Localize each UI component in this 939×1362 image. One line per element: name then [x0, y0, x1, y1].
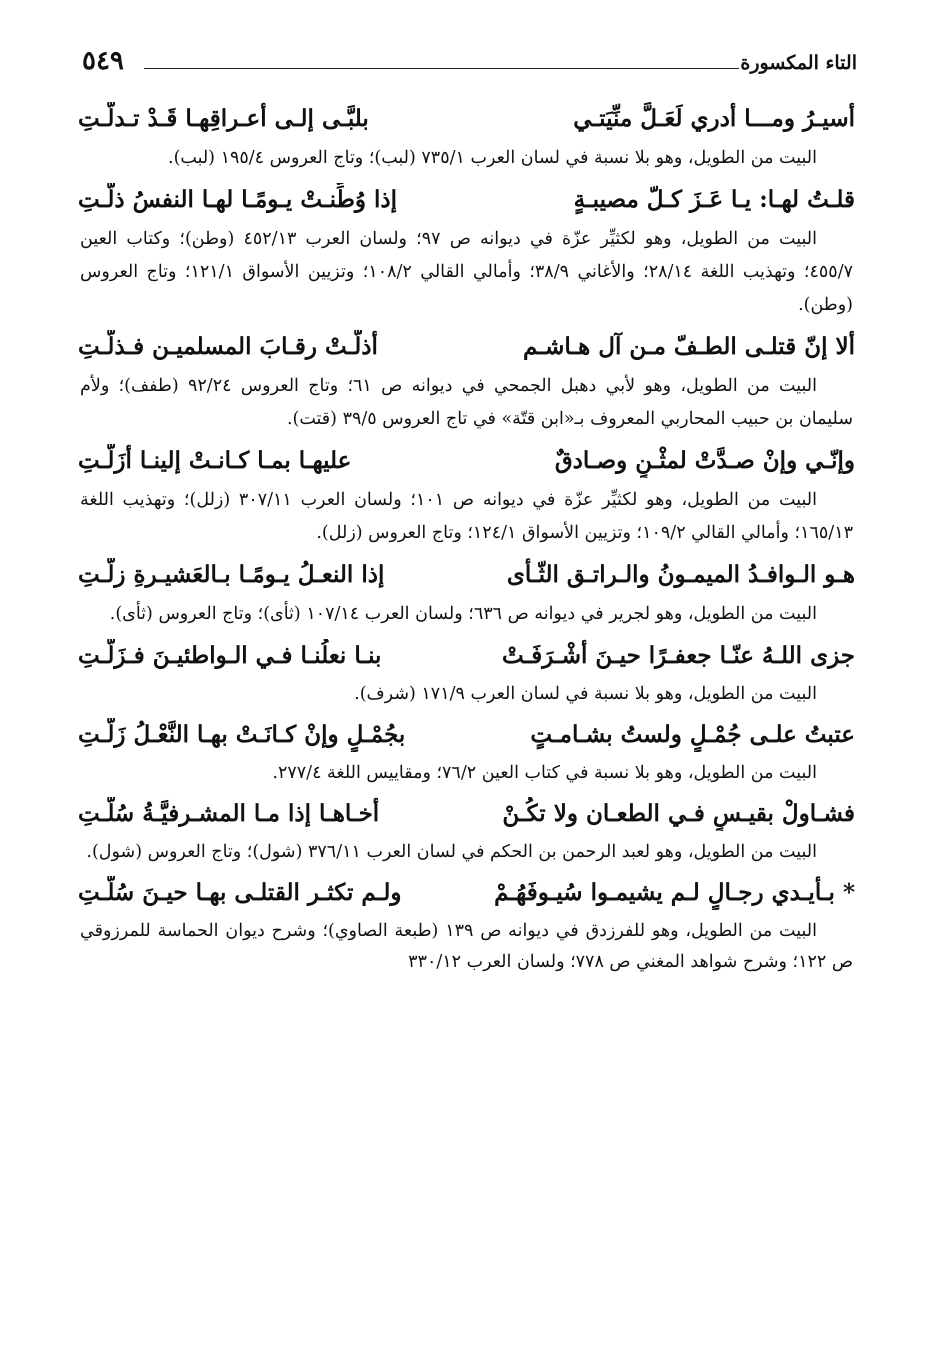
verse-line	[78, 791, 855, 837]
verse-line	[78, 324, 855, 370]
verse-note: البيت من الطويل، وهو لكثيِّر عزّة في ديوانه ص ١٠١؛ ولسان العرب ٣٠٧/١١ (زلل)؛ وتهذيب اللغة ١٦٥/١٣؛ وأمالي القالي ١٠٩/٢؛ وتزيين الأسواق ١٢٤/١؛ وتاج العروس (زلل).	[80, 490, 853, 543]
verse-line	[78, 870, 855, 916]
verse-entry	[78, 96, 855, 175]
verse-note: البيت من الطويل، وهو للفرزدق في ديوانه ص ١٣٩ (طبعة الصاوي)؛ وشرح ديوان الحماسة للمرزوقي ص ١٢٢؛ وشرح شواهد المغني ص ٧٧٨؛ ولسان العرب ٣٣٠/١٢	[80, 921, 853, 972]
verse-line	[78, 177, 855, 223]
verse-note: البيت من الطويل، وهو لعبد الرحمن بن الحكم في لسان العرب ٣٧٦/١١ (شول)؛ وتاج العروس (شول).	[86, 842, 817, 862]
first-hemistich: * بـأيـدي رجـالٍ لـم يشيمـوا سُيـوفَهُـمْ	[494, 879, 855, 906]
verse-entry	[78, 438, 855, 550]
verse-entry	[78, 712, 855, 789]
second-hemistich: إذا النعـلُ يـومًـا بـالعَشيـرةِ زلّـتِ	[78, 561, 385, 588]
second-hemistich: بنـا نعلُنـا فـي الـواطئيـنَ فـزَلّـتِ	[78, 642, 382, 669]
running-title: التاء المكسورة	[740, 52, 857, 74]
second-hemistich: بلبَّـى إلـى أعـراقِهـا قَـدْ تـدلَّـتِ	[78, 105, 369, 132]
page-number: ٥٤٩	[82, 46, 124, 76]
verse-entry	[78, 633, 855, 710]
first-hemistich: عتبتُ علـى جُمْـلٍ ولستُ بشـامـتٍ	[530, 721, 855, 748]
second-hemistich: أذلّـتْ رقـابَ المسلميـن فـذلَّـتِ	[78, 333, 378, 360]
page-content	[78, 96, 855, 980]
verse-line	[78, 438, 855, 484]
verse-line	[78, 552, 855, 598]
first-hemistich: فشـاولْ بقيـسٍ فـي الطعـان ولا تكُـنْ	[502, 800, 855, 827]
verse-note: البيت من الطويل، وهو لكثيِّر عزّة في ديوانه ص ٩٧؛ ولسان العرب ٤٥٢/١٣ (وطن)؛ وكتاب العين ٤٥٥/٧؛ وتهذيب اللغة ٢٨/١٤؛ والأغاني ٣٨/٩؛ وأمالي القالي ١٠٨/٢؛ وتزيين الأسواق ١٢١/١؛ وتاج العروس (وطن).	[80, 229, 853, 315]
verse-note: البيت من الطويل، وهو بلا نسبة في كتاب العين ٧٦/٢؛ ومقاييس اللغة ٢٧٧/٤.	[272, 763, 817, 783]
first-hemistich: أسيـرُ ومـــا أدري لَعَـلَّ منِّيَتـي	[573, 105, 855, 132]
first-hemistich: قلـتُ لهـا: يـا عَـزَ كـلّ مصيبـةٍ	[573, 186, 855, 213]
verse-entry	[78, 552, 855, 631]
first-hemistich: هـو الـوافـدُ الميمـونُ والـراتـق الثّـأى	[506, 561, 855, 588]
first-hemistich: جزى اللـهُ عنّـا جعفـرًا حيـنَ أشْـرَفَـتْ	[501, 642, 855, 669]
page-header	[82, 46, 857, 86]
first-hemistich: وإنّـي وإنْ صـدَّتْ لمثْـنٍ وصـادقٌ	[554, 447, 855, 474]
verse-note: البيت من الطويل، وهو بلا نسبة في لسان العرب ١٧١/٩ (شرف).	[354, 684, 817, 704]
second-hemistich: بجُمْـلٍ وإنْ كـانَـتْ بهـا النَّعْـلُ زَلَّـتِ	[78, 721, 406, 748]
verse-line	[78, 633, 855, 679]
verse-line	[78, 712, 855, 758]
verse-entry	[78, 177, 855, 322]
verse-line	[78, 96, 855, 142]
verse-note: البيت من الطويل، وهو لأبي دهبل الجمحي في ديوانه ص ٦١؛ وتاج العروس ٩٢/٢٤ (طفف)؛ ولأم سليمان بن حبيب المحاربي المعروف بـ«ابن قتّة» في تاج العروس ٣٩/٥ (قتت).	[80, 376, 853, 429]
verse-entry	[78, 791, 855, 868]
verse-note: البيت من الطويل، وهو لجرير في ديوانه ص ٦٣٦؛ ولسان العرب ١٠٧/١٤ (ثأى)؛ وتاج العروس (ثأى).	[109, 604, 817, 624]
second-hemistich: أخـاهـا إذا مـا المشـرفيَّـةُ سُلَّـتِ	[78, 800, 380, 827]
verse-entry	[78, 324, 855, 436]
first-hemistich: ألا إنّ قتلـى الطـفّ مـن آل هـاشـم	[523, 333, 855, 360]
second-hemistich: ولـم تكثـر القتلـى بهـا حيـنَ سُلَّـتِ	[78, 879, 402, 906]
second-hemistich: عليهـا بمـا كـانـتْ إلينـا أزَلَّـتِ	[78, 447, 352, 474]
second-hemistich: إذا وُطِّنـتْ يـومًـا لهـا النفسُ ذلَّـتِ	[78, 186, 398, 213]
verse-note: البيت من الطويل، وهو بلا نسبة في لسان العرب ٧٣٥/١ (لبب)؛ وتاج العروس ١٩٥/٤ (لبب).	[168, 148, 817, 168]
header-rule	[144, 68, 739, 69]
verse-entry	[78, 870, 855, 978]
